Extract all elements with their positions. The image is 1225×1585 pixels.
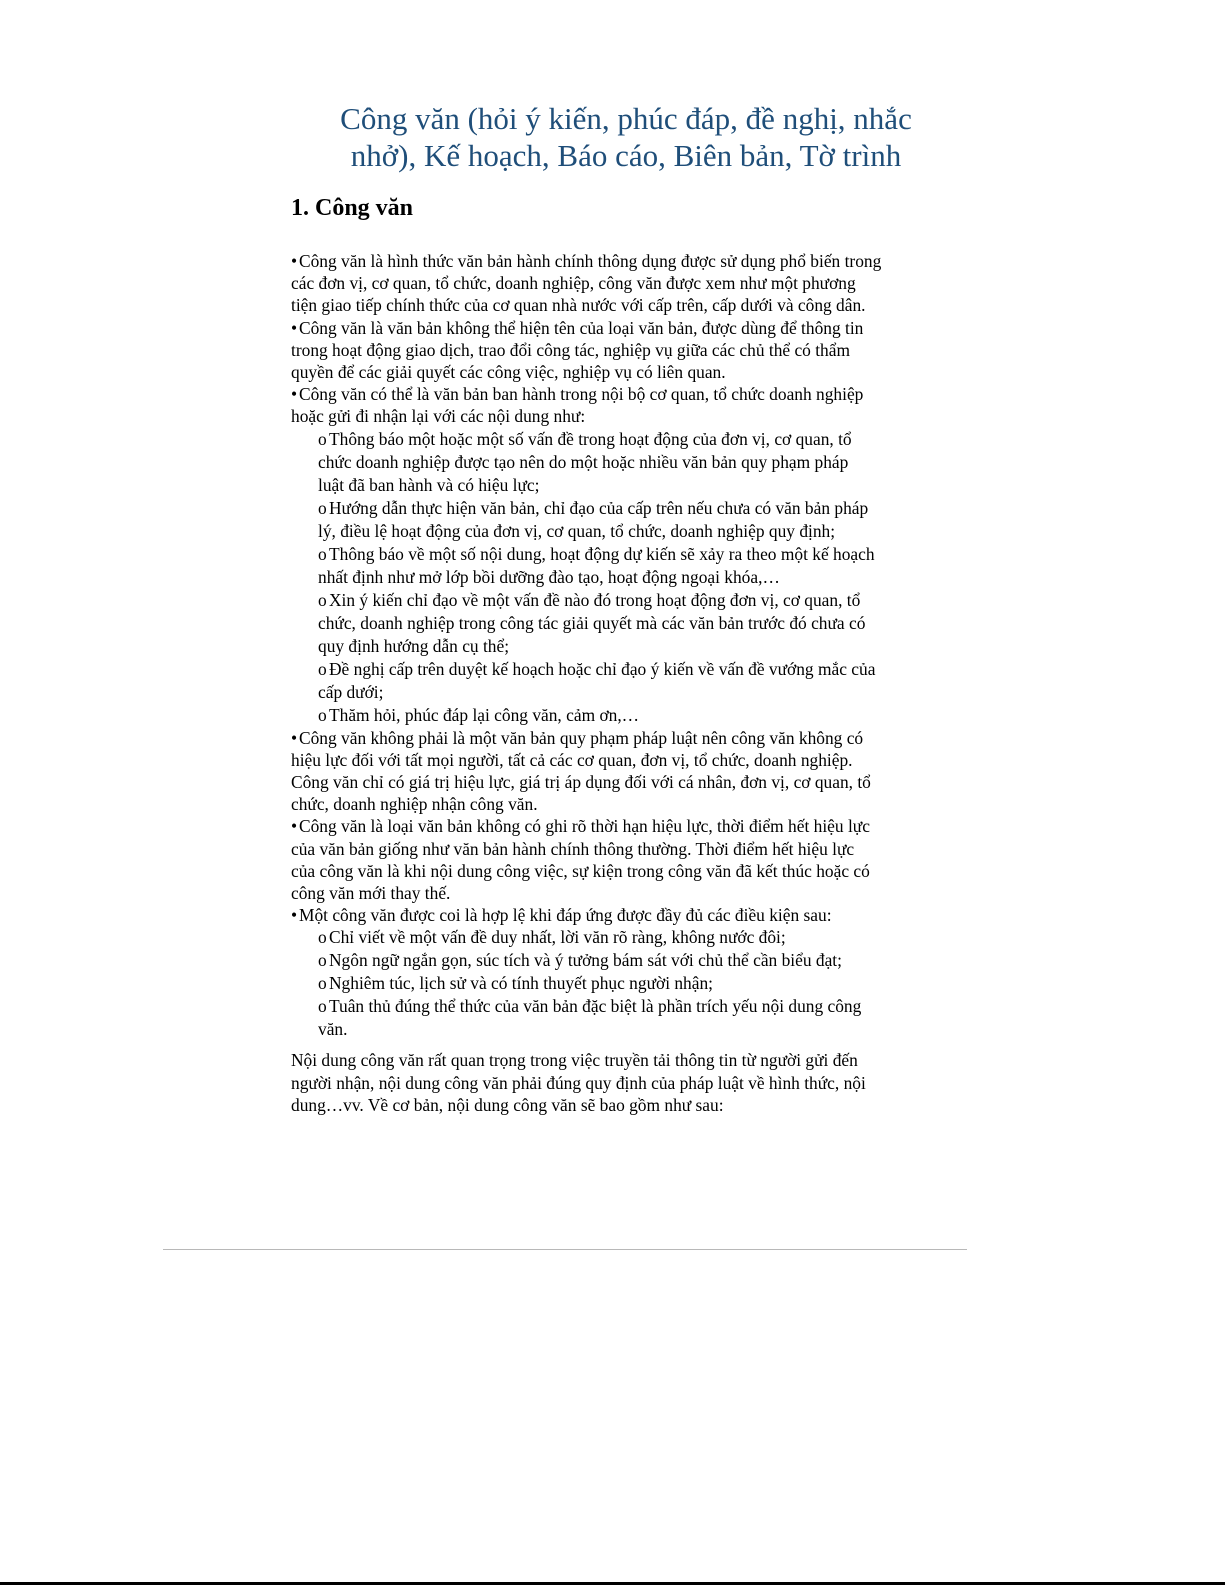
bullet-text-line: Công văn là hình thức văn bản hành chính thông dụng được sử dụng phổ biến trong	[299, 251, 882, 271]
sub-list-item	[318, 543, 981, 589]
sub-bullet-marker: o	[318, 589, 327, 610]
sub-bullet-marker: o	[318, 996, 327, 1017]
bullet-text-line: quyền để các giải quyết các công việc, nghiệp vụ có liên quan.	[291, 362, 726, 383]
sub-bullet-text-line: chức, doanh nghiệp trong công tác giải quyết mà các văn bản trước đó chưa có	[318, 612, 866, 633]
sub-bullet-text-line: Đề nghị cấp trên duyệt kế hoạch hoặc chỉ đạo ý kiến về vấn đề vướng mắc của	[329, 658, 876, 679]
bullet-text-line: tiện giao tiếp chính thức của cơ quan nhà nước với cấp trên, cấp dưới và công dân.	[291, 295, 866, 316]
sub-bullet-marker: o	[318, 543, 327, 564]
conclusion-paragraph	[291, 1049, 951, 1116]
sub-bullet-marker: o	[318, 973, 327, 994]
sub-list-item	[318, 589, 981, 658]
bullet-text-line: Công văn không phải là một văn bản quy phạm pháp luật nên công văn không có	[299, 727, 864, 748]
bullet-text-line: của công văn là khi nội dung công việc, sự kiện trong công văn đã kết thúc hoặc có	[291, 860, 870, 881]
sub-bullet-text-line: văn.	[318, 1019, 348, 1040]
bullet-text-line: hoặc gửi đi nhận lại với các nội dung như:	[291, 406, 586, 427]
sub-bullet-text-line: Thăm hỏi, phúc đáp lại công văn, cảm ơn,…	[329, 704, 640, 725]
sub-bullet-list	[318, 428, 981, 727]
list-item	[291, 317, 981, 384]
sub-bullet-text-line: quy định hướng dẫn cụ thể;	[318, 635, 510, 656]
sub-list-item	[318, 497, 981, 543]
list-item	[291, 383, 981, 726]
paragraph-line: Nội dung công văn rất quan trọng trong việc truyền tải thông tin từ người gửi đến	[291, 1050, 858, 1071]
bullet-marker: •	[291, 905, 298, 926]
bullet-list	[291, 250, 981, 1041]
sub-bullet-list	[318, 926, 981, 1041]
sub-list-item	[318, 972, 981, 995]
sub-list-item	[318, 428, 981, 497]
sub-bullet-marker: o	[318, 497, 327, 518]
page-separator	[163, 1249, 967, 1250]
sub-bullet-marker: o	[318, 428, 327, 449]
paragraph-line: dung…vv. Về cơ bản, nội dung công văn sẽ bao gồm như sau:	[291, 1094, 724, 1115]
sub-bullet-text-line: luật đã ban hành và có hiệu lực;	[318, 474, 540, 495]
sub-bullet-text-line: Nghiêm túc, lịch sử và có tính thuyết phục người nhận;	[329, 973, 714, 994]
bullet-text-line: các đơn vị, cơ quan, tổ chức, doanh nghiệp, công văn được xem như một phương	[291, 273, 856, 294]
sub-list-item	[318, 949, 981, 972]
bullet-text-line: trong hoạt động giao dịch, trao đổi công tác, nghiệp vụ giữa các chủ thể có thẩm	[291, 339, 850, 360]
sub-bullet-text-line: Thông báo một hoặc một số vấn đề trong hoạt động của đơn vị, cơ quan, tổ	[329, 428, 852, 449]
sub-bullet-marker: o	[318, 950, 327, 971]
bullet-text-line: chức, doanh nghiệp nhận công văn.	[291, 794, 538, 815]
list-item	[291, 250, 981, 317]
sub-bullet-text-line: Tuân thủ đúng thể thức của văn bản đặc biệt là phần trích yếu nội dung công	[329, 996, 862, 1017]
sub-list-item	[318, 658, 981, 704]
document-title	[291, 100, 981, 174]
bullet-text-line: Công văn là văn bản không thể hiện tên của loại văn bản, được dùng để thông tin	[299, 317, 864, 338]
paragraph-line: người nhận, nội dung công văn phải đúng quy định của pháp luật về hình thức, nội	[291, 1072, 866, 1093]
list-item	[291, 904, 981, 1041]
bullet-marker: •	[291, 816, 298, 837]
bullet-text-line: công văn mới thay thế.	[291, 883, 451, 904]
title-line: Công văn (hỏi ý kiến, phúc đáp, đề nghị, nhắc	[340, 101, 912, 136]
section-heading: 1. Công văn	[291, 195, 414, 221]
bullet-text-line: của văn bản giống như văn bản hành chính thông thường. Thời điểm hết hiệu lực	[291, 838, 855, 859]
sub-bullet-text-line: cấp dưới;	[318, 681, 384, 702]
sub-bullet-text-line: chức doanh nghiệp được tạo nên do một hoặc nhiều văn bản quy phạm pháp	[318, 451, 849, 472]
title-line: nhở), Kế hoạch, Báo cáo, Biên bản, Tờ trình	[350, 138, 902, 173]
sub-bullet-text-line: Xin ý kiến chỉ đạo về một vấn đề nào đó trong hoạt động đơn vị, cơ quan, tổ	[329, 589, 861, 610]
sub-bullet-text-line: Thông báo về một số nội dung, hoạt động dự kiến sẽ xảy ra theo một kế hoạch	[329, 543, 875, 564]
sub-list-item	[318, 704, 981, 727]
bullet-text-line: Một công văn được coi là hợp lệ khi đáp ứng được đầy đủ các điều kiện sau:	[299, 905, 832, 926]
sub-bullet-text-line: nhất định như mở lớp bồi dưỡng đào tạo, hoạt động ngoại khóa,…	[318, 566, 780, 587]
sub-bullet-text-line: lý, điều lệ hoạt động của đơn vị, cơ quan, tổ chức, doanh nghiệp quy định;	[318, 520, 836, 541]
sub-bullet-marker: o	[318, 704, 327, 725]
bullet-text-line: Công văn là loại văn bản không có ghi rõ thời hạn hiệu lực, thời điểm hết hiệu lực	[299, 816, 870, 837]
sub-bullet-marker: o	[318, 927, 327, 948]
sub-list-item	[318, 995, 981, 1041]
sub-bullet-text-line: Hướng dẫn thực hiện văn bản, chỉ đạo của cấp trên nếu chưa có văn bản pháp	[329, 497, 869, 518]
bullet-text-line: Công văn có thể là văn bản ban hành trong nội bộ cơ quan, tổ chức doanh nghiệp	[299, 384, 864, 405]
bullet-text-line: hiệu lực đối với tất mọi người, tất cả các cơ quan, đơn vị, tổ chức, doanh nghiệp.	[291, 749, 853, 770]
bullet-marker: •	[291, 384, 298, 405]
sub-list-item	[318, 926, 981, 949]
sub-bullet-text-line: Chỉ viết về một vấn đề duy nhất, lời văn rõ ràng, không nước đôi;	[329, 927, 786, 948]
sub-bullet-text-line: Ngôn ngữ ngắn gọn, súc tích và ý tưởng bám sát với chủ thể cần biểu đạt;	[329, 950, 842, 971]
list-item	[291, 727, 981, 816]
bullet-text-line: Công văn chỉ có giá trị hiệu lực, giá trị áp dụng đối với cá nhân, đơn vị, cơ quan, tổ	[291, 772, 871, 793]
bullet-marker: •	[291, 251, 298, 271]
bullet-marker: •	[291, 727, 298, 748]
bullet-marker: •	[291, 317, 298, 338]
document-page	[291, 100, 981, 1116]
list-item	[291, 815, 981, 904]
sub-bullet-marker: o	[318, 658, 327, 679]
